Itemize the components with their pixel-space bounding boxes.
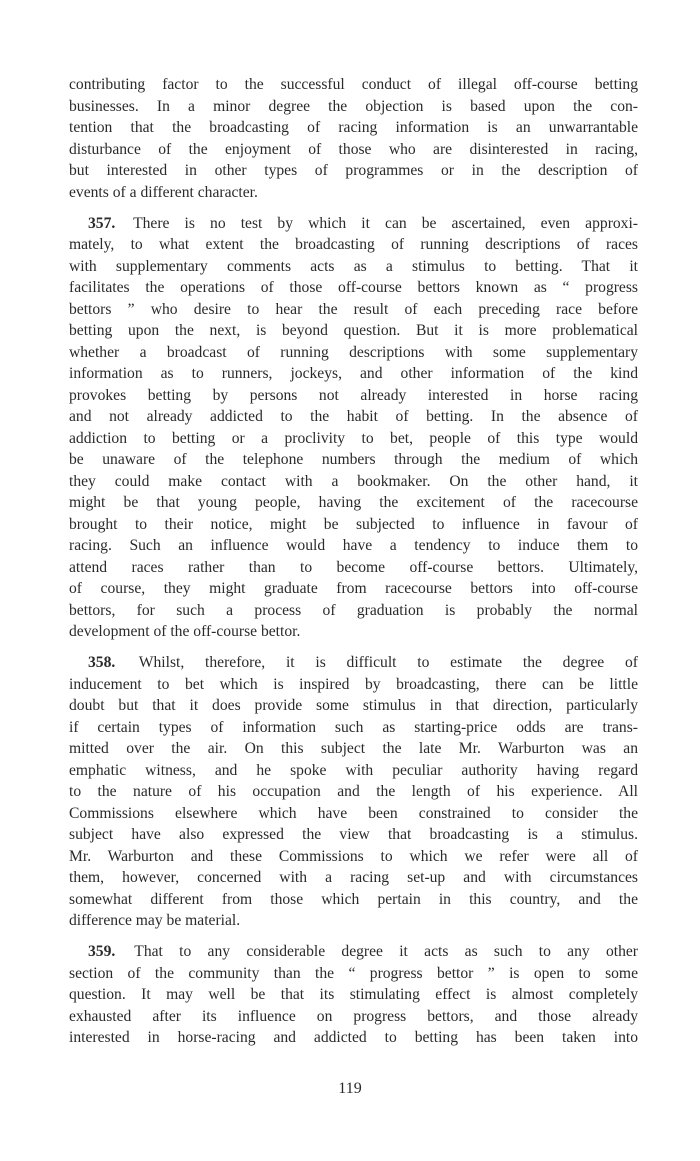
paragraph-359 — [69, 941, 638, 1049]
text-line: interested in horse-racing and addicted to betting has been taken into — [69, 1029, 638, 1046]
text-line: events of a different character. — [69, 183, 258, 201]
text-line: development of the off-course bettor. — [69, 623, 301, 640]
text-line: whether a broadcast of running descriptions with some supplementary — [69, 343, 638, 361]
text-line: bettors, for such a process of graduation is probably the normal — [69, 601, 638, 619]
text-line: subject have also expressed the view that broadcasting is a stimulus. — [69, 826, 638, 843]
text-line: addiction to betting or a proclivity to bet, people of this type would — [69, 429, 638, 447]
text-line: them, however, concerned with a racing set-up and with circumstances — [69, 869, 638, 886]
text-line: exhausted after its influence on progress bettors, and those already — [69, 1007, 638, 1025]
text-line: to the nature of his occupation and the length of his experience. All — [69, 783, 638, 800]
text-line: mitted over the air. On this subject the late Mr. Warburton was an — [69, 740, 638, 757]
text-line: but interested in other types of programmes or in the description of — [69, 162, 638, 179]
text-line — [69, 941, 638, 963]
text-line: might be that young people, having the excitement of the racecourse — [69, 494, 638, 511]
text-line-content: That to any considerable degree it acts as such to any other — [134, 943, 638, 960]
text-line: somewhat different from those which pertain in this country, and the — [69, 890, 638, 908]
paragraph-continuation — [69, 74, 638, 203]
page-number: 119 — [338, 1080, 362, 1097]
text-line: with supplementary comments acts as a stimulus to betting. That it — [69, 257, 638, 275]
text-line: businesses. In a minor degree the objection is based upon the con- — [69, 97, 638, 115]
text-line: and not already addicted to the habit of betting. In the absence of — [69, 408, 638, 425]
text-line: tention that the broadcasting of racing information is an unwarrantable — [69, 119, 638, 136]
text-line: inducement to bet which is inspired by broadcasting, there can be little — [69, 675, 638, 693]
paragraph-358 — [69, 652, 638, 932]
text-line — [69, 652, 638, 674]
paragraph-number: 359. — [88, 943, 116, 960]
text-line: bettors ” who desire to hear the result of each preceding race before — [69, 300, 638, 318]
text-line: difference may be material. — [69, 912, 241, 929]
paragraph-number: 358. — [88, 654, 116, 671]
text-line: betting upon the next, is beyond question. But it is more problematical — [69, 322, 638, 339]
text-line: if certain types of information such as starting-price odds are trans- — [69, 718, 638, 736]
text-line-content: Whilst, therefore, it is difficult to estimate the degree of — [138, 654, 638, 671]
text-line — [69, 213, 638, 235]
text-line: they could make contact with a bookmaker. On the other hand, it — [69, 472, 638, 490]
text-line: disturbance of the enjoyment of those who are disinterested in racing, — [69, 140, 638, 158]
text-line: attend races rather than to become off-course bettors. Ultimately, — [69, 558, 638, 576]
paragraph-number: 357. — [88, 214, 116, 232]
text-line: question. It may well be that its stimulating effect is almost completely — [69, 986, 638, 1003]
text-line: section of the community than the “ progress bettor ” is open to some — [69, 964, 638, 982]
text-line: emphatic witness, and he spoke with peculiar authority having regard — [69, 761, 638, 779]
text-line: information as to runners, jockeys, and other information of the kind — [69, 365, 638, 382]
text-line: provokes betting by persons not already interested in horse racing — [69, 386, 638, 404]
text-line-content: There is no test by which it can be ascertained, even approxi- — [133, 214, 639, 232]
text-line: Commissions elsewhere which have been constrained to consider the — [69, 804, 638, 822]
text-line: doubt but that it does provide some stimulus in that direction, particularly — [69, 697, 638, 714]
paragraph-357 — [69, 213, 638, 643]
text-line: contributing factor to the successful conduct of illegal off-course betting — [69, 76, 638, 93]
text-line: be unaware of the telephone numbers through the medium of which — [69, 451, 638, 468]
text-line: brought to their notice, might be subjected to influence in favour of — [69, 515, 638, 533]
text-line: mately, to what extent the broadcasting of running descriptions of races — [69, 236, 638, 253]
text-line: Mr. Warburton and these Commissions to which we refer were all of — [69, 847, 638, 865]
text-line: of course, they might graduate from racecourse bettors into off-course — [69, 580, 638, 597]
document-page — [69, 74, 638, 1058]
text-line: facilitates the operations of those off-course bettors known as “ progress — [69, 279, 638, 296]
text-line: racing. Such an influence would have a tendency to induce them to — [69, 537, 638, 554]
